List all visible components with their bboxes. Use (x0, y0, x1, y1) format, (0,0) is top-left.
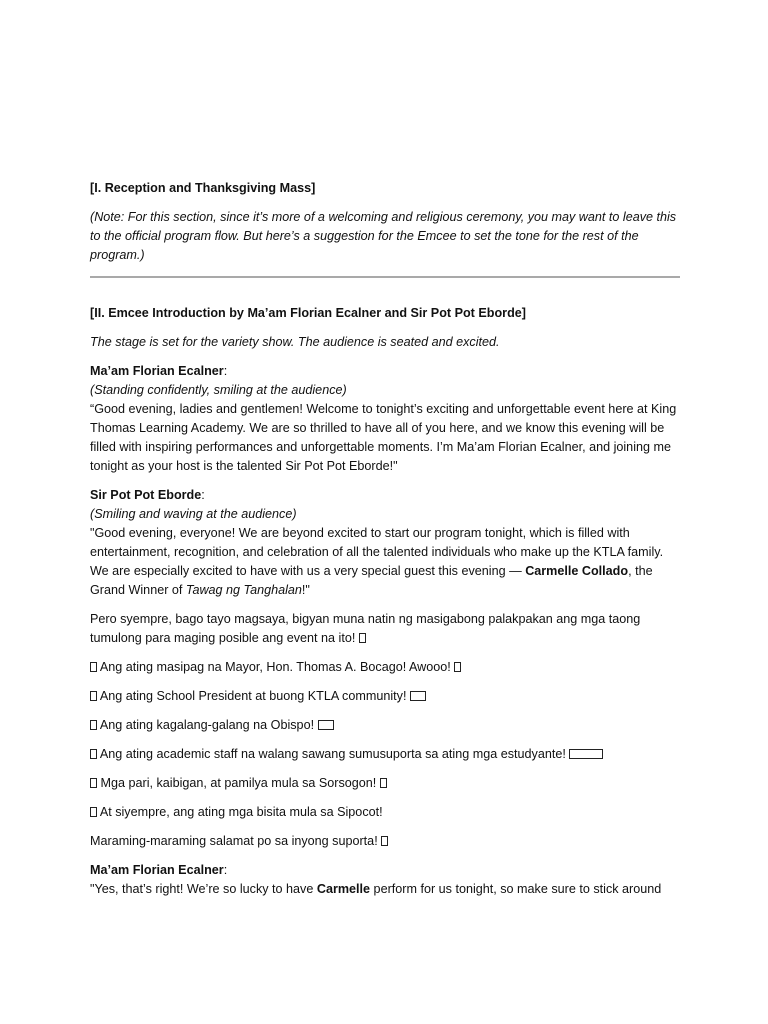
thanks-item-president (90, 687, 680, 706)
thanks-item-bishop (90, 716, 680, 735)
stage-direction: The stage is set for the variety show. The audience is seated and excited. (90, 335, 500, 349)
section-heading-emcee-intro: [II. Emcee Introduction by Ma’am Florian Ecalner and Sir Pot Pot Eborde] (90, 306, 526, 320)
action-direction: (Smiling and waving at the audience) (90, 507, 297, 521)
speaker-name: Ma’am Florian Ecalner (90, 863, 224, 877)
emoji-glyph-icon (90, 691, 97, 701)
line-text: , the Grand Winner of (90, 564, 653, 597)
emoji-glyph-icon (318, 720, 334, 730)
show-name: Tawag ng Tanghalan (185, 583, 302, 597)
line-text: "Good evening, everyone! We are beyond excited to start our program tonight, which is filled with entertainment, recognition, and celebration of all the talented individuals who make up the KTLA family. We are especially excited to have with us a very special guest this evening — (90, 526, 664, 578)
thanks-intro (90, 610, 680, 648)
line-text: Ang ating kagalang-galang na Obispo! (99, 718, 315, 732)
dialogue-line (90, 880, 680, 899)
dialogue-line: “Good evening, ladies and gentlemen! Welcome to tonight’s exciting and unforgettable event here at King Thomas Learning Academy. We are so thrilled to have all of you here, and we know this evening will be filled with inspiring performances and unforgettable moments. I’m Ma’am Florian Ecalner, and joining me tonight as your host is the talented Sir Pot Pot Eborde!" (90, 402, 677, 473)
line-text: Ang ating masipag na Mayor, Hon. Thomas A. Bocago! Awooo! (99, 660, 451, 674)
emoji-glyph-icon (90, 749, 97, 759)
emoji-glyph-icon (381, 836, 388, 846)
thanks-closing (90, 832, 680, 851)
emoji-glyph-icon (454, 662, 461, 672)
emoji-glyph-icon (359, 633, 366, 643)
thanks-item-staff (90, 745, 680, 764)
section-note: (Note: For this section, since it’s more of a welcoming and religious ceremony, you may want to leave this to the official program flow. But here’s a suggestion for the Emcee to set the tone for the rest of the program.) (90, 210, 677, 262)
emoji-glyph-icon (90, 778, 97, 788)
speaker-colon: : (223, 863, 228, 877)
speaker-colon: : (201, 488, 205, 502)
dialogue-line (90, 524, 680, 600)
line-text: Mga pari, kaibigan, at pamilya mula sa Sorsogon! (100, 776, 377, 790)
performer-name: Carmelle (316, 882, 371, 896)
horizontal-divider (90, 276, 680, 278)
speaker-name: Sir Pot Pot Eborde (90, 488, 202, 502)
thanks-item-priests (90, 774, 680, 793)
emoji-glyph-icon (90, 807, 97, 817)
emoji-glyph-icon (380, 778, 387, 788)
speaker-colon: : (223, 364, 228, 378)
thanks-item-mayor (90, 658, 680, 677)
dialogue-pot-1 (90, 486, 680, 600)
guest-name: Carmelle Collado (525, 564, 629, 578)
thanks-item-guests (90, 803, 680, 822)
line-text: At siyempre, ang ating mga bisita mula sa Sipocot! (99, 805, 383, 819)
line-text: !" (301, 583, 310, 597)
line-text: perform for us tonight, so make sure to stick around (370, 882, 662, 896)
emoji-glyph-icon (410, 691, 426, 701)
line-text: Pero syempre, bago tayo magsaya, bigyan muna natin ng masigabong palakpakan ang mga taong tumulong para maging posible ang event na ito! (90, 612, 641, 645)
line-text: Ang ating School President at buong KTLA community! (99, 689, 407, 703)
dialogue-florian-1 (90, 362, 680, 476)
emoji-glyph-icon (90, 720, 97, 730)
line-text: Ang ating academic staff na walang sawang sumusuporta sa ating mga estudyante! (99, 747, 566, 761)
document-body (90, 179, 680, 899)
line-text: "Yes, that’s right! We’re so lucky to have (90, 882, 317, 896)
emoji-glyph-icon (569, 749, 603, 759)
emoji-glyph-icon (90, 662, 97, 672)
action-direction: (Standing confidently, smiling at the audience) (90, 383, 347, 397)
section-heading-reception: [I. Reception and Thanksgiving Mass] (90, 181, 316, 195)
dialogue-florian-2 (90, 861, 680, 899)
line-text: Maraming-maraming salamat po sa inyong suporta! (90, 834, 378, 848)
speaker-name: Ma’am Florian Ecalner (90, 364, 224, 378)
